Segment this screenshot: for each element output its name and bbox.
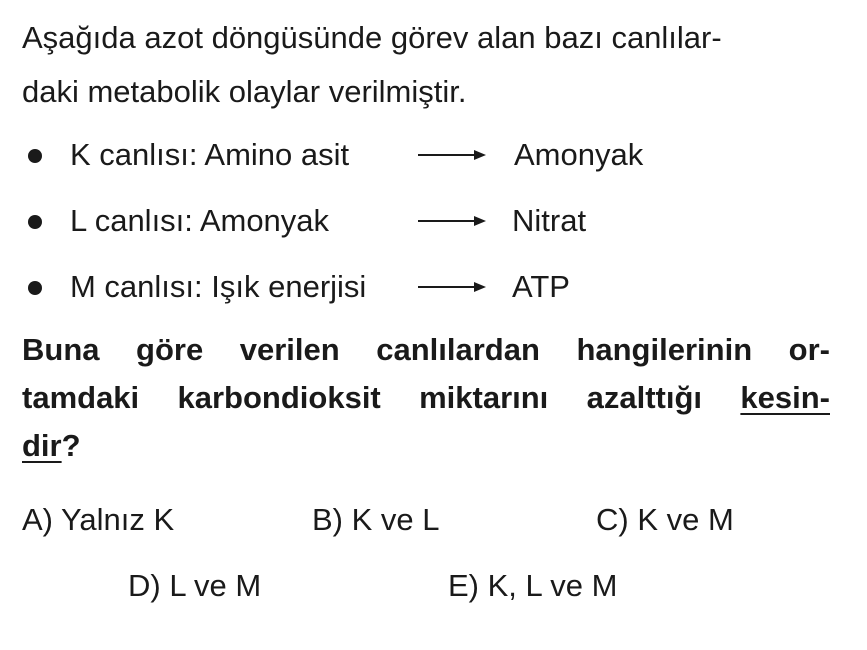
option-e[interactable]: E) K, L ve M: [448, 568, 618, 603]
option-c[interactable]: C) K ve M: [596, 502, 734, 537]
arrow-right-icon: [418, 213, 486, 229]
reaction-result: ATP: [512, 269, 570, 304]
option-a[interactable]: A) Yalnız K: [22, 502, 175, 537]
question-mark: ?: [61, 428, 81, 463]
reaction-result: Nitrat: [512, 203, 587, 238]
question-line-2: [22, 374, 830, 422]
emphasis-underlined-word-end: dir: [22, 428, 62, 463]
bullet-dot-icon: [28, 149, 42, 163]
reaction-label: M canlısı: Işık enerjisi: [70, 269, 367, 304]
reaction-result: Amonyak: [514, 137, 644, 172]
bullet-dot-icon: [28, 281, 42, 295]
option-b[interactable]: B) K ve L: [312, 502, 440, 537]
reaction-item-k: [22, 133, 842, 177]
emphasis-underlined-word: kesin-: [740, 380, 830, 415]
bullet-dot-icon: [28, 215, 42, 229]
intro-line-2: daki metabolik olaylar verilmiştir.: [22, 74, 467, 109]
reaction-label: K canlısı: Amino asit: [70, 137, 350, 172]
intro-line-1: Aşağıda azot döngüsünde görev alan bazı canlılar-: [22, 20, 722, 55]
option-d[interactable]: D) L ve M: [128, 568, 262, 603]
arrow-right-icon: [418, 279, 486, 295]
arrow-right-icon: [418, 147, 486, 163]
reaction-item-m: [22, 265, 842, 309]
reaction-label: L canlısı: Amonyak: [70, 203, 330, 238]
question-line-2-text: tamdaki karbondioksit miktarını azalttığı: [22, 380, 741, 415]
question-line-3: [22, 422, 830, 470]
reaction-item-l: [22, 199, 842, 243]
question-line-1: Buna göre verilen canlılardan hangilerinin or-: [22, 332, 830, 367]
question-text: [22, 326, 830, 470]
